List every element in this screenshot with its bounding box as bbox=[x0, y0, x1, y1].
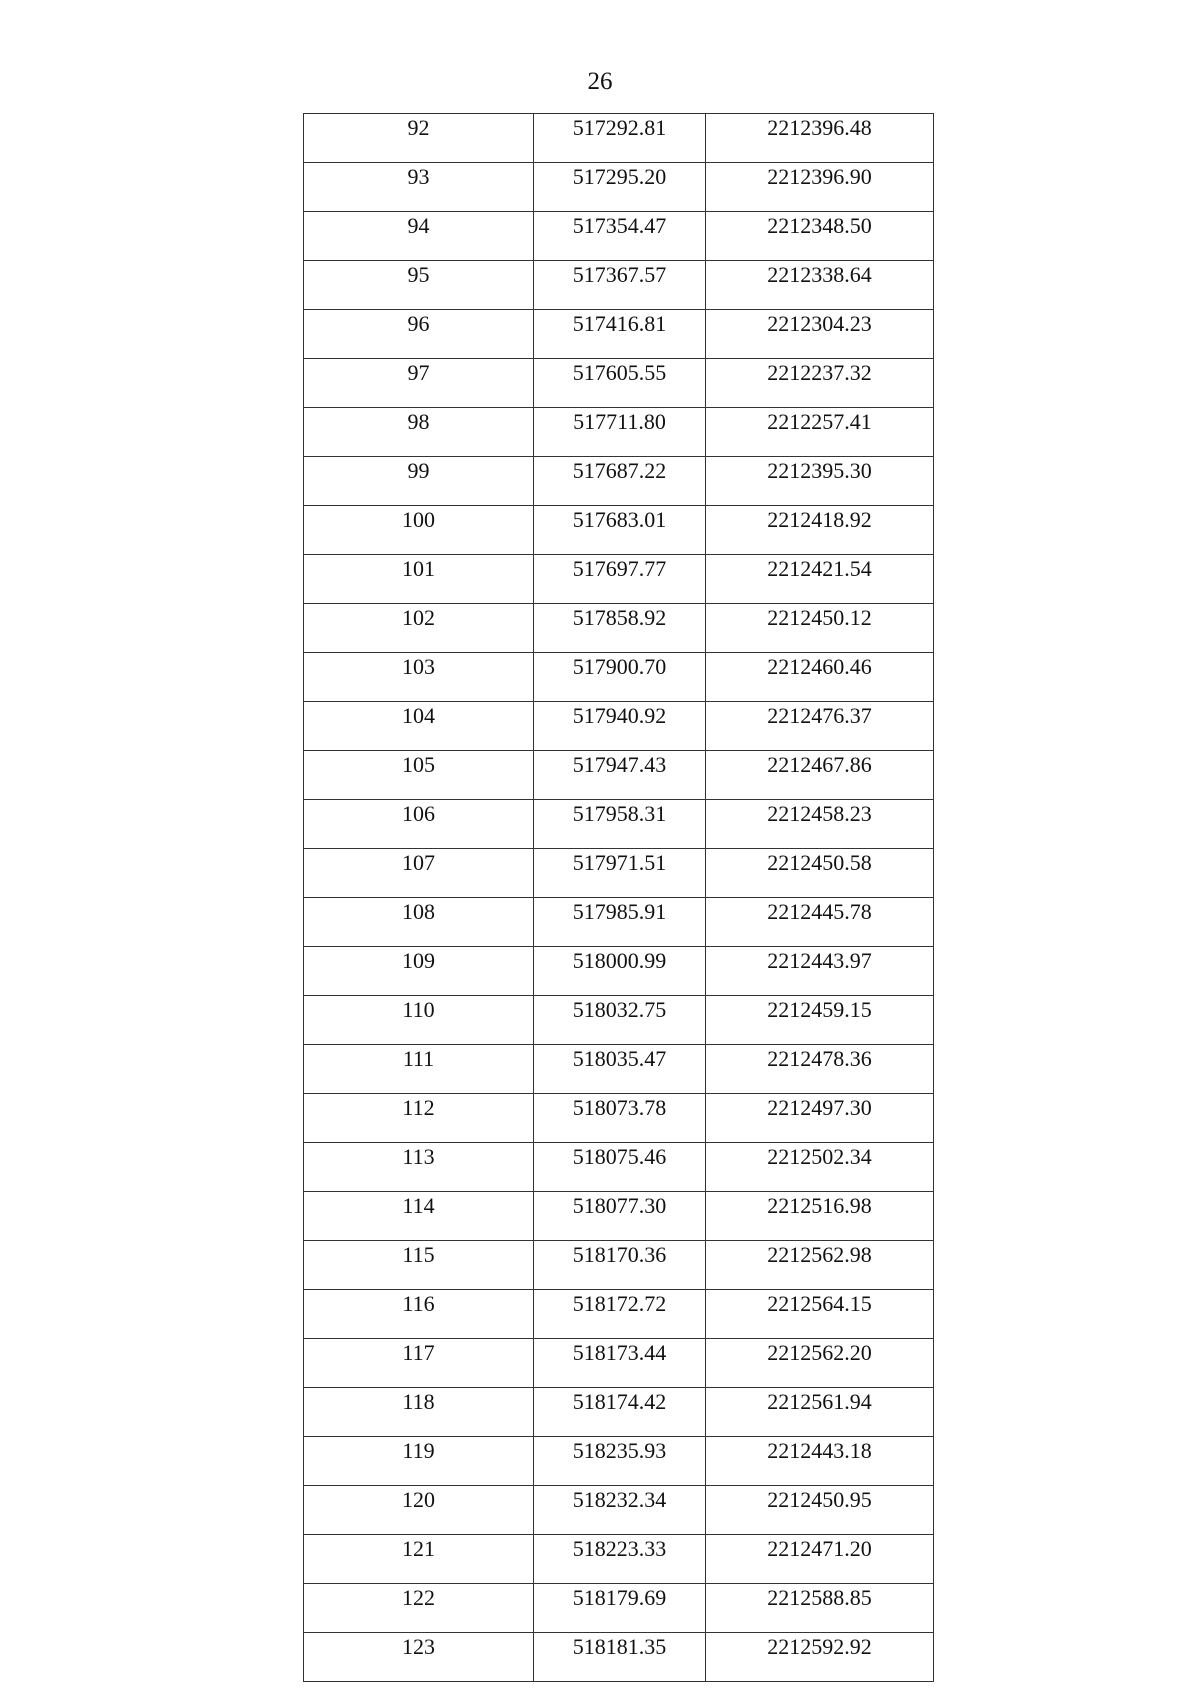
table-row bbox=[304, 751, 934, 800]
point-number-cell: 118 bbox=[304, 1388, 534, 1437]
y-coordinate-cell: 2212421.54 bbox=[706, 555, 934, 604]
x-coordinate-cell: 517858.92 bbox=[534, 604, 706, 653]
x-coordinate-cell: 518032.75 bbox=[534, 996, 706, 1045]
x-coordinate-cell: 517292.81 bbox=[534, 114, 706, 163]
table-row bbox=[304, 800, 934, 849]
point-number-cell: 93 bbox=[304, 163, 534, 212]
y-coordinate-cell: 2212459.15 bbox=[706, 996, 934, 1045]
point-number-cell: 108 bbox=[304, 898, 534, 947]
point-number-cell: 105 bbox=[304, 751, 534, 800]
y-coordinate-cell: 2212497.30 bbox=[706, 1094, 934, 1143]
x-coordinate-cell: 518235.93 bbox=[534, 1437, 706, 1486]
x-coordinate-cell: 518000.99 bbox=[534, 947, 706, 996]
x-coordinate-cell: 518170.36 bbox=[534, 1241, 706, 1290]
point-number-cell: 104 bbox=[304, 702, 534, 751]
x-coordinate-cell: 518172.72 bbox=[534, 1290, 706, 1339]
point-number-cell: 100 bbox=[304, 506, 534, 555]
point-number-cell: 97 bbox=[304, 359, 534, 408]
table-row bbox=[304, 1584, 934, 1633]
table-row bbox=[304, 996, 934, 1045]
x-coordinate-cell: 517900.70 bbox=[534, 653, 706, 702]
y-coordinate-cell: 2212396.90 bbox=[706, 163, 934, 212]
x-coordinate-cell: 518075.46 bbox=[534, 1143, 706, 1192]
x-coordinate-cell: 517367.57 bbox=[534, 261, 706, 310]
x-coordinate-cell: 517971.51 bbox=[534, 849, 706, 898]
x-coordinate-cell: 517687.22 bbox=[534, 457, 706, 506]
y-coordinate-cell: 2212564.15 bbox=[706, 1290, 934, 1339]
point-number-cell: 109 bbox=[304, 947, 534, 996]
x-coordinate-cell: 518223.33 bbox=[534, 1535, 706, 1584]
table-row bbox=[304, 1143, 934, 1192]
point-number-cell: 112 bbox=[304, 1094, 534, 1143]
table-row bbox=[304, 114, 934, 163]
y-coordinate-cell: 2212588.85 bbox=[706, 1584, 934, 1633]
x-coordinate-cell: 518174.42 bbox=[534, 1388, 706, 1437]
x-coordinate-cell: 517940.92 bbox=[534, 702, 706, 751]
table-row bbox=[304, 1486, 934, 1535]
point-number-cell: 113 bbox=[304, 1143, 534, 1192]
x-coordinate-cell: 518035.47 bbox=[534, 1045, 706, 1094]
table-row bbox=[304, 1045, 934, 1094]
y-coordinate-cell: 2212396.48 bbox=[706, 114, 934, 163]
point-number-cell: 101 bbox=[304, 555, 534, 604]
table-row bbox=[304, 1388, 934, 1437]
y-coordinate-cell: 2212592.92 bbox=[706, 1633, 934, 1682]
point-number-cell: 115 bbox=[304, 1241, 534, 1290]
y-coordinate-cell: 2212460.46 bbox=[706, 653, 934, 702]
y-coordinate-cell: 2212443.18 bbox=[706, 1437, 934, 1486]
point-number-cell: 116 bbox=[304, 1290, 534, 1339]
y-coordinate-cell: 2212445.78 bbox=[706, 898, 934, 947]
table-row bbox=[304, 457, 934, 506]
point-number-cell: 117 bbox=[304, 1339, 534, 1388]
y-coordinate-cell: 2212237.32 bbox=[706, 359, 934, 408]
x-coordinate-cell: 517958.31 bbox=[534, 800, 706, 849]
y-coordinate-cell: 2212562.98 bbox=[706, 1241, 934, 1290]
point-number-cell: 119 bbox=[304, 1437, 534, 1486]
table-row bbox=[304, 898, 934, 947]
x-coordinate-cell: 517295.20 bbox=[534, 163, 706, 212]
point-number-cell: 121 bbox=[304, 1535, 534, 1584]
table-row bbox=[304, 408, 934, 457]
y-coordinate-cell: 2212471.20 bbox=[706, 1535, 934, 1584]
table-row bbox=[304, 947, 934, 996]
table-row bbox=[304, 212, 934, 261]
point-number-cell: 102 bbox=[304, 604, 534, 653]
point-number-cell: 110 bbox=[304, 996, 534, 1045]
y-coordinate-cell: 2212450.58 bbox=[706, 849, 934, 898]
y-coordinate-cell: 2212516.98 bbox=[706, 1192, 934, 1241]
x-coordinate-cell: 517697.77 bbox=[534, 555, 706, 604]
y-coordinate-cell: 2212478.36 bbox=[706, 1045, 934, 1094]
table-row bbox=[304, 506, 934, 555]
x-coordinate-cell: 518077.30 bbox=[534, 1192, 706, 1241]
point-number-cell: 111 bbox=[304, 1045, 534, 1094]
point-number-cell: 94 bbox=[304, 212, 534, 261]
x-coordinate-cell: 518073.78 bbox=[534, 1094, 706, 1143]
y-coordinate-cell: 2212458.23 bbox=[706, 800, 934, 849]
y-coordinate-cell: 2212476.37 bbox=[706, 702, 934, 751]
table-row bbox=[304, 702, 934, 751]
x-coordinate-cell: 518232.34 bbox=[534, 1486, 706, 1535]
point-number-cell: 96 bbox=[304, 310, 534, 359]
y-coordinate-cell: 2212418.92 bbox=[706, 506, 934, 555]
x-coordinate-cell: 517947.43 bbox=[534, 751, 706, 800]
coordinates-table bbox=[303, 113, 934, 1682]
table-row bbox=[304, 555, 934, 604]
x-coordinate-cell: 518181.35 bbox=[534, 1633, 706, 1682]
y-coordinate-cell: 2212348.50 bbox=[706, 212, 934, 261]
y-coordinate-cell: 2212467.86 bbox=[706, 751, 934, 800]
table-row bbox=[304, 1094, 934, 1143]
table-row bbox=[304, 1192, 934, 1241]
y-coordinate-cell: 2212338.64 bbox=[706, 261, 934, 310]
x-coordinate-cell: 517711.80 bbox=[534, 408, 706, 457]
point-number-cell: 95 bbox=[304, 261, 534, 310]
point-number-cell: 106 bbox=[304, 800, 534, 849]
table-row bbox=[304, 261, 934, 310]
x-coordinate-cell: 517605.55 bbox=[534, 359, 706, 408]
point-number-cell: 123 bbox=[304, 1633, 534, 1682]
y-coordinate-cell: 2212450.12 bbox=[706, 604, 934, 653]
y-coordinate-cell: 2212257.41 bbox=[706, 408, 934, 457]
y-coordinate-cell: 2212443.97 bbox=[706, 947, 934, 996]
point-number-cell: 120 bbox=[304, 1486, 534, 1535]
point-number-cell: 99 bbox=[304, 457, 534, 506]
table-row bbox=[304, 849, 934, 898]
y-coordinate-cell: 2212561.94 bbox=[706, 1388, 934, 1437]
y-coordinate-cell: 2212304.23 bbox=[706, 310, 934, 359]
table-row bbox=[304, 1339, 934, 1388]
table-row bbox=[304, 1437, 934, 1486]
x-coordinate-cell: 518179.69 bbox=[534, 1584, 706, 1633]
x-coordinate-cell: 517354.47 bbox=[534, 212, 706, 261]
point-number-cell: 92 bbox=[304, 114, 534, 163]
table-row bbox=[304, 653, 934, 702]
table-row bbox=[304, 359, 934, 408]
point-number-cell: 98 bbox=[304, 408, 534, 457]
y-coordinate-cell: 2212450.95 bbox=[706, 1486, 934, 1535]
y-coordinate-cell: 2212502.34 bbox=[706, 1143, 934, 1192]
table-row bbox=[304, 1290, 934, 1339]
y-coordinate-cell: 2212395.30 bbox=[706, 457, 934, 506]
y-coordinate-cell: 2212562.20 bbox=[706, 1339, 934, 1388]
x-coordinate-cell: 517416.81 bbox=[534, 310, 706, 359]
x-coordinate-cell: 517985.91 bbox=[534, 898, 706, 947]
point-number-cell: 107 bbox=[304, 849, 534, 898]
table-row bbox=[304, 1535, 934, 1584]
table-row bbox=[304, 310, 934, 359]
point-number-cell: 114 bbox=[304, 1192, 534, 1241]
point-number-cell: 103 bbox=[304, 653, 534, 702]
x-coordinate-cell: 517683.01 bbox=[534, 506, 706, 555]
table-row bbox=[304, 1633, 934, 1682]
point-number-cell: 122 bbox=[304, 1584, 534, 1633]
x-coordinate-cell: 518173.44 bbox=[534, 1339, 706, 1388]
coordinates-table-body bbox=[304, 114, 934, 1682]
table-row bbox=[304, 604, 934, 653]
table-row bbox=[304, 163, 934, 212]
page-number: 26 bbox=[587, 68, 613, 95]
table-row bbox=[304, 1241, 934, 1290]
